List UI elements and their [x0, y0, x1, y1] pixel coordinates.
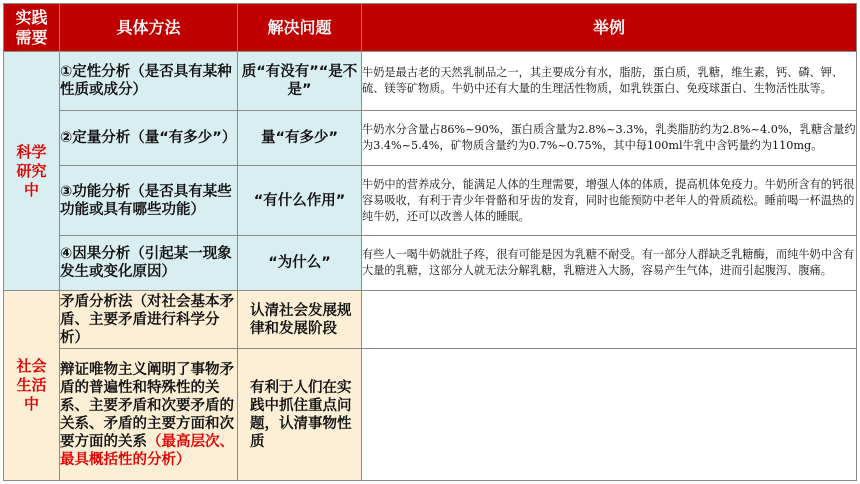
- solve-functional: “有什么作用”: [238, 166, 362, 236]
- header-method: 具体方法: [60, 4, 238, 52]
- method-dialectical-highlight: （最高层次、最具概括性的分析）: [60, 433, 234, 468]
- category-science: 科学 研究 中: [4, 52, 60, 291]
- solve-causal: “为什么”: [238, 236, 362, 291]
- category-society: 社会 生活 中: [4, 291, 60, 481]
- method-qualitative: ①定性分析（是否具有某种性质或成分）: [60, 52, 238, 111]
- method-dialectical-text: 辩证唯物主义阐明了事物矛盾的普遍性和特殊性的关系、主要矛盾和次要矛盾的关系、矛盾的主要方面和次要方面的关系: [60, 361, 234, 450]
- header-practice-need: 实践 需要: [4, 4, 60, 52]
- method-quantitative: ②定量分析（量“有多少”）: [60, 111, 238, 166]
- header-problem-solved: 解决问题: [238, 4, 362, 52]
- example-contradiction-analysis: [362, 291, 857, 349]
- example-qualitative: 牛奶是最古老的天然乳制品之一，其主要成分有水，脂肪，蛋白质，乳糖，维生素，钙、磷、钾、硫、镁等矿物质。牛奶中还有大量的生理活性物质，如乳铁蛋白、免疫球蛋白、生物活性肽等。: [362, 52, 857, 111]
- society-row-1: [4, 291, 857, 349]
- example-causal: 有些人一喝牛奶就肚子疼，很有可能是因为乳糖不耐受。有一部分人群缺乏乳糖酶，而纯牛奶中含有大量的乳糖，这部分人就无法分解乳糖，乳糖进入大肠，容易产生气体，进而引起腹泻、腹痛。: [362, 236, 857, 291]
- science-row-4: [4, 236, 857, 291]
- solve-contradiction-analysis: 认清社会发展规律和发展阶段: [238, 291, 362, 349]
- science-row-2: [4, 111, 857, 166]
- science-row-3: [4, 166, 857, 236]
- example-functional: 牛奶中的营养成分，能满足人体的生理需要，增强人体的体质，提高机体免疫力。牛奶所含有的钙很容易吸收，有利于青少年骨骼和牙齿的发育，同时也能预防中老年人的骨质疏松。睡前喝一杯温热的纯牛奶，还可以改善人体的睡眠。: [362, 166, 857, 236]
- society-row-2: [4, 349, 857, 481]
- solve-qualitative: 质“有没有”“是不是”: [238, 52, 362, 111]
- example-quantitative: 牛奶水分含量占86%~90%，蛋白质含量为2.8%~3.3%，乳类脂肪约为2.8%~4.0%，乳糖含量约为3.4%~5.4%，矿物质含量约为0.7%~0.75%，其中每100ml牛乳中含钙量约为110mg。: [362, 111, 857, 166]
- header-example: 举例: [362, 4, 857, 52]
- method-functional: ③功能分析（是否具有某些功能或具有哪些功能）: [60, 166, 238, 236]
- science-row-1: [4, 52, 857, 111]
- analysis-methods-table: [3, 3, 857, 481]
- example-dialectical-materialism: [362, 349, 857, 481]
- solve-quantitative: 量“有多少”: [238, 111, 362, 166]
- method-contradiction-analysis: 矛盾分析法（对社会基本矛盾、主要矛盾进行科学分析）: [60, 291, 238, 349]
- header-row: [4, 4, 857, 52]
- method-causal: ④因果分析（引起某一现象发生或变化原因）: [60, 236, 238, 291]
- solve-dialectical-materialism: 有利于人们在实践中抓住重点问题，认清事物性质: [238, 349, 362, 481]
- method-dialectical-materialism: [60, 349, 238, 481]
